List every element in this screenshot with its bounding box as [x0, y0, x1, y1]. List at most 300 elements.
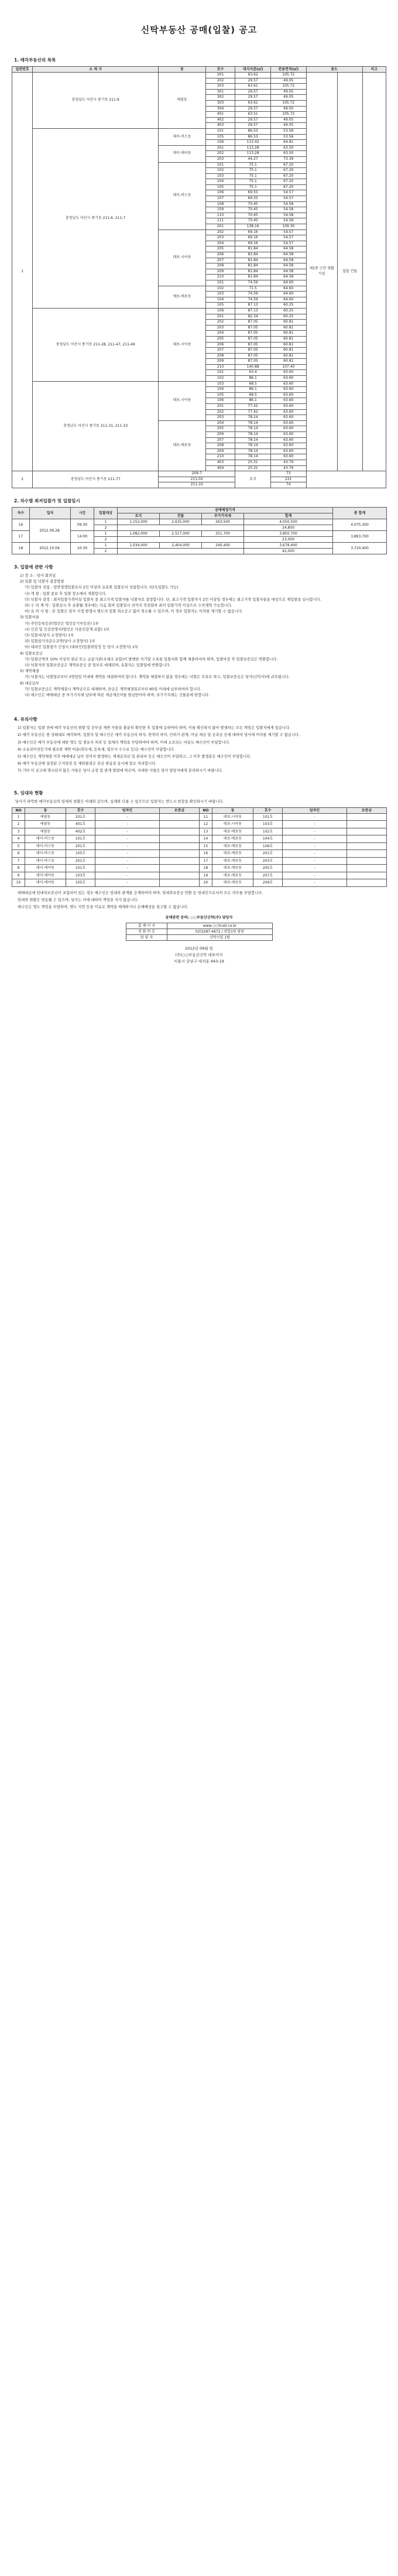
area-cell: 63.60: [270, 454, 306, 460]
lease-cell: -: [95, 865, 160, 872]
section-3-line: 가) 주민등록등본(법인은 법인등기부등본) 1부: [25, 621, 99, 626]
unit-cell: 104: [205, 387, 235, 393]
round-cell: 17: [12, 530, 30, 542]
lease-cell: 103호: [253, 821, 283, 828]
land-share-cell: 75.1: [235, 173, 271, 179]
land-share-cell: 75.1: [235, 179, 271, 185]
unit-cell: 101: [205, 280, 235, 286]
lease-row: [12, 828, 387, 835]
lease-cell: -: [95, 842, 160, 850]
contact-label-person: 담 당 자: [126, 935, 167, 941]
unit-cell: 101: [205, 162, 235, 168]
land-share-cell: 29.57: [235, 123, 271, 129]
land-share-cell: 81.84: [235, 252, 271, 258]
land-share-cell: 25.31: [235, 460, 271, 465]
section-3-line: 라) 수 의 계 약 : 입찰실시 후 유찰될 경우에는 다음 회차 입찰일시 전까지 직전회차 최저 입찰가격 이상으로 수의계약 가능합니다.: [25, 603, 232, 608]
section-3-line: 가) 입찰보증금은 계약체결시 계약금으로 대체하며, 잔금은 계약체결일로부터 60일 이내에 납부하여야 합니다.: [25, 687, 202, 691]
area-cell: 63.60: [270, 392, 306, 398]
unit-cell: 109: [205, 207, 235, 213]
area-cell: 64.58: [270, 269, 306, 275]
unit-cell: 103: [205, 381, 235, 387]
land-share-cell: 74.59: [235, 280, 271, 286]
section-5-intro: 당사가 파악한 매각부동산의 임대차 현황은 아래와 같으며, 실제와 다를 수 있으므로 입찰자는 반드시 현장을 확인하시기 바랍니다.: [15, 799, 224, 804]
area-cell: 60.81: [270, 348, 306, 354]
grand-total-cell: 3,893,700: [333, 530, 387, 542]
land-share-cell: 113.42: [235, 140, 271, 146]
lease-row: [12, 850, 387, 858]
header-sum: 합계: [244, 513, 333, 519]
land-share-cell: 69.16: [235, 235, 271, 241]
unit-cell: 303: [205, 100, 235, 106]
lease-cell: 데보-에포동: [212, 872, 253, 879]
land-share-cell: 86.53: [235, 128, 271, 134]
lease-cell: [160, 842, 200, 850]
lease-cell: [160, 857, 200, 865]
lease-cell: 13: [200, 828, 212, 835]
area-cell: 67.20: [270, 162, 306, 168]
area-cell: 63.60: [270, 370, 306, 376]
header-area: 전용면적(㎡): [270, 67, 306, 73]
lease-cell: 데보-에포동: [212, 857, 253, 865]
lease-cell: -: [95, 850, 160, 858]
header-dong: 동: [159, 67, 206, 73]
land-share-cell: 69.55: [235, 190, 271, 196]
lease-cell: -: [95, 813, 160, 821]
lease-cell: -: [95, 872, 160, 879]
lease-header: 호수: [66, 807, 95, 813]
unit-cell: 111: [205, 218, 235, 224]
land-share-cell: 87.13: [235, 303, 271, 309]
land-share-cell: 78.14: [235, 448, 271, 454]
contact-agency: 공매관련 문의: ○○부동산신탁(주) 담당자: [165, 916, 233, 920]
target-cell: 1: [94, 542, 118, 548]
area-cell: 109.30: [270, 224, 306, 230]
lease-cell: [160, 850, 200, 858]
section-3-line: 나) 인감 및 인감증명서(법인은 사용인감계 포함) 1부: [25, 627, 110, 632]
land-share-cell: 78.14: [235, 420, 271, 426]
lease-cell: -: [283, 879, 347, 887]
contact-label-phone: 전 화 번 호: [126, 929, 167, 935]
lease-cell: 102호: [253, 828, 283, 835]
section-3-line: 1) 장 소 : 당사 회의실: [20, 573, 56, 578]
lease-cell: 3: [12, 828, 25, 835]
unit-cell: 110: [205, 213, 235, 218]
dong-cell: 데이-에어동: [159, 145, 206, 162]
section-3-line: 마) 유 의 사 항 : 본 입찰은 당사 사정 발생시 별도의 입찰 취소공고 없이 취소될 수 있으며, 이 경우 입찰자는 이의를 제기할 수 없습니다.: [25, 609, 243, 614]
lease-cell: 2: [12, 821, 25, 828]
grand-total-cell: 4,075,300: [333, 519, 387, 530]
lease-header: 호수: [253, 807, 283, 813]
unit-cell: 105: [205, 392, 235, 398]
unit-cell: 403: [205, 123, 235, 129]
lease-cell: [160, 835, 200, 843]
unit-cell: 102: [205, 376, 235, 382]
target-cell: 1: [94, 519, 118, 525]
unit-cell: 101: [205, 370, 235, 376]
land-share-cell: 87.05: [235, 359, 271, 365]
section-3-line: 2) 입찰 및 낙찰자 결정방법: [20, 580, 64, 584]
vat-cell: 251,700: [202, 530, 244, 536]
date-cell: 2012.10.04.: [30, 542, 71, 554]
unit-cell: 203: [205, 415, 235, 421]
address-land: 충청남도 아산시 풍기동 211-77: [33, 471, 159, 488]
unit-cell: 402: [205, 117, 235, 123]
lease-cell: 18: [200, 865, 212, 872]
lease-cell: 5: [12, 842, 25, 850]
notice-item: 1) 입찰자는 입찰 전에 매각 부동산의 현황 및 공부상 제반 사항을 충분히 확인한 후 입찰에 응하여야 하며, 이를 확인하지 않아 발생하는 모든 책임은 입찰자에게 있습니다.: [18, 726, 291, 731]
area-cell: 67.20: [270, 173, 306, 179]
land-share-cell: 87.05: [235, 331, 271, 337]
section-3-line: 5) 계약체결: [20, 669, 39, 674]
unit-cell: 301: [205, 89, 235, 95]
contact-web-link[interactable]: www.○○trust.co.kr: [167, 923, 273, 929]
header-land: 토지: [118, 513, 160, 519]
section-3-line: 나) 낙찰자의 입찰보증금은 계약보증금 중 일부로 대체되며, 유찰자는 입찰일에 반환합니다.: [25, 663, 171, 667]
unit-cell: 104: [205, 297, 235, 303]
unit-cell: 104: [205, 179, 235, 185]
area-cell: 63.60: [270, 448, 306, 454]
lease-cell: [160, 872, 200, 879]
area-cell: 64.81: [270, 140, 306, 146]
land-share-cell: 113.28: [235, 151, 271, 157]
schedule-body: [12, 519, 387, 554]
lease-cell: 데보-에포동: [212, 879, 253, 887]
land-share-cell: 81.84: [235, 246, 271, 252]
section-3-line: 가) 입찰금액의 10% 이상의 현금 또는 금융기관(우체국 포함)이 발행한 자기앞 수표를 입찰서와 함께 제출하셔야 하며, 입찰마감 후 입찰보증금은 반환합니다.: [25, 657, 278, 662]
section-3-body: [15, 573, 383, 698]
lease-cell: 209호: [253, 879, 283, 887]
land-share-cell: 63.51: [235, 112, 271, 118]
dong-cell: 데이-비스동: [159, 128, 206, 145]
lease-cell: [160, 879, 200, 887]
lease-cell: 데이-에어동: [25, 872, 66, 879]
header-date: 일자: [30, 507, 71, 519]
building-price-cell: 2,404,000: [160, 542, 202, 548]
area-cell: 64.58: [270, 252, 306, 258]
property-list-body: [12, 73, 386, 471]
lease-cell: 에필동: [25, 828, 66, 835]
unit-cell: 209: [205, 448, 235, 454]
land-share-cell: 75.1: [235, 168, 271, 174]
land-price-cell: 1,034,000: [118, 542, 160, 548]
area-cell: 67.20: [270, 168, 306, 174]
area-cell: 43.79: [270, 465, 306, 471]
unit-cell: 203: [205, 84, 235, 90]
area-cell: 60.81: [270, 342, 306, 348]
unit-cell: 202: [205, 409, 235, 415]
lease-cell: 17: [200, 857, 212, 865]
area-cell: 105.72: [270, 100, 306, 106]
land-share-cell: 87.05: [235, 353, 271, 359]
sum-cell: 24,800: [244, 525, 333, 530]
header-address: 소 재 지: [33, 67, 159, 73]
section-3-line: 4) 입찰보증금: [20, 651, 43, 656]
unit-cell: 105: [205, 303, 235, 309]
target-cell: 2: [94, 536, 118, 542]
unit-cell: 203: [205, 156, 235, 162]
schedule-table: [12, 507, 387, 554]
contact-table: [126, 923, 273, 941]
area-cell: 63.60: [270, 398, 306, 404]
serial-no-2: 2: [12, 471, 33, 488]
lease-cell: 11: [200, 813, 212, 821]
land-share-cell: 29.57: [235, 89, 271, 95]
land-share-cell: 113.28: [235, 145, 271, 151]
area-cell: 64.58: [270, 275, 306, 280]
lease-cell: [160, 828, 200, 835]
lease-cell: 201호: [66, 842, 95, 850]
lease-row: [12, 857, 387, 865]
lease-cell: [347, 879, 387, 887]
lease-header: 동: [25, 807, 66, 813]
lease-note: 임대차 현황은 변동될 수 있으며, 당사는 이에 대하여 책임을 지지 않습니다.: [18, 898, 139, 903]
date-cell: 2012.09.28.: [30, 519, 71, 542]
area-cell: 63.60: [270, 409, 306, 415]
notice-item: 3) 매수인은 매각 부동산에 대한 명도 및 점유자 처리 등 일체의 책임을 부담하여야 하며, 이에 소요되는 비용도 매수인이 부담합니다.: [18, 740, 230, 745]
land-share-cell: 140.88: [235, 364, 271, 370]
page: [12, 0, 386, 965]
lease-cell: [347, 828, 387, 835]
lease-cell: -: [95, 821, 160, 828]
lease-cell: -: [95, 828, 160, 835]
lease-row: [12, 865, 387, 872]
lease-cell: [347, 835, 387, 843]
area-cell: 54.57: [270, 229, 306, 235]
target-cell: 1: [94, 530, 118, 536]
lease-cell: [160, 865, 200, 872]
lease-cell: 12: [200, 821, 212, 828]
unit-cell: 204: [205, 331, 235, 337]
lease-cell: -: [95, 879, 160, 887]
section-3-line: 라) 입찰참가자준수규약(당사 소정양식) 1부: [25, 639, 95, 644]
area-cell: 64.60: [270, 286, 306, 292]
lease-cell: 201호: [253, 850, 283, 858]
unit-cell: 105: [205, 184, 235, 190]
area-cell: 60.25: [270, 314, 306, 320]
section-3-line: 다) 입찰서(당사 소정양식) 1부: [25, 633, 74, 638]
unit-cell: 105: [205, 134, 235, 140]
dong-cell: 데보-시아동: [159, 229, 206, 286]
area-cell: 64.58: [270, 263, 306, 269]
unit-cell: 208: [205, 443, 235, 449]
header-unit: 호수: [205, 67, 235, 73]
lease-cell: -: [283, 835, 347, 843]
lease-cell: 16: [200, 850, 212, 858]
area-cell: 60.81: [270, 320, 306, 326]
land-share-cell: 81.84: [235, 275, 271, 280]
unit-cell: 202: [205, 320, 235, 326]
unit-cell: 404: [205, 465, 235, 471]
area-cell: 54.57: [270, 241, 306, 246]
round-cell: 18: [12, 542, 30, 554]
lease-row: [12, 835, 387, 843]
unit-cell: 304: [205, 106, 235, 112]
area-cell: 64.58: [270, 258, 306, 263]
unit-cell: 210: [205, 364, 235, 370]
address-cell: 충청남도 아산시 풍기동 211-28, 211-47, 211-49: [33, 308, 159, 381]
unit-cell: 106: [205, 190, 235, 196]
lease-cell: 201호: [66, 813, 95, 821]
sum-cell: 23,000: [244, 536, 333, 542]
area-cell: 73.39: [270, 156, 306, 162]
lease-cell: [347, 821, 387, 828]
lease-cell: 201호: [66, 857, 95, 865]
area-cell: 60.81: [270, 353, 306, 359]
sum-cell: 3,678,400: [244, 542, 333, 548]
section-1-heading: 1. 매각부동산의 목록: [14, 57, 56, 63]
unit-cell: 102: [205, 286, 235, 292]
lease-cell: -: [283, 872, 347, 879]
lease-header: 임차인: [283, 807, 347, 813]
section-3-line: 가) 입찰의 성립 : 일반경쟁입찰로서 2인 이상의 유효한 입찰로서 성립합니다. (단독입찰도 가능): [25, 585, 179, 590]
building-price-cell: 2,517,000: [160, 530, 202, 536]
land-share-cell: 77.42: [235, 409, 271, 415]
land-share-cell: 87.05: [235, 336, 271, 342]
lease-cell: 4: [12, 835, 25, 843]
area-cell: 53.56: [270, 128, 306, 134]
lease-cell: 105호: [66, 850, 95, 858]
lease-cell: 7: [12, 857, 25, 865]
section-3-line: 가) 낙찰자는 낙찰일로부터 3영업일 이내에 계약을 체결하여야 합니다. 계약을 체결하지 않을 경우에는 낙찰은 무효로 하고, 입찰보증금은 당사(신탁사)에 귀속됩니다.: [25, 675, 290, 680]
contact-label-web: 홈 페 이 지: [126, 923, 167, 929]
serial-no-1: 1: [12, 73, 33, 471]
lease-table: [12, 807, 387, 887]
lease-cell: 데이-바스동: [25, 850, 66, 858]
area-cell: 63.60: [270, 420, 306, 426]
property-list-table: [12, 66, 386, 471]
grand-total-cell: 3,720,400: [333, 542, 387, 554]
lease-cell: 데이-바스동: [25, 857, 66, 865]
area-cell: 54.57: [270, 196, 306, 202]
land-share-cell: 63.61: [235, 84, 271, 90]
unit-cell: 203: [205, 325, 235, 331]
lease-row: [12, 879, 387, 887]
dong-cell: 에필동: [159, 73, 206, 129]
land-share-cell: 68.5: [235, 392, 271, 398]
area-cell: 63.50: [270, 151, 306, 157]
lease-cell: [347, 865, 387, 872]
area-cell: 105.72: [270, 84, 306, 90]
header-building: 건물: [160, 513, 202, 519]
land-share-cell: 86.53: [235, 134, 271, 140]
land-share-cell: 87.13: [235, 308, 271, 314]
target-cell: 2: [94, 525, 118, 530]
land-share-cell: 63.62: [235, 73, 271, 78]
land-share-cell: 71.5: [235, 286, 271, 292]
schedule-row: [12, 542, 387, 548]
area-cell: 64.60: [270, 280, 306, 286]
area-cell: 60.81: [270, 325, 306, 331]
unit-cell: 102: [205, 168, 235, 174]
lease-cell: 데보-에포동: [212, 835, 253, 843]
lease-cell: -: [95, 857, 160, 865]
unit-cell: 206: [205, 342, 235, 348]
area-cell: 54.58: [270, 201, 306, 207]
lease-cell: 101호: [66, 835, 95, 843]
unit-cell: 107: [205, 196, 235, 202]
area-cell: 49.05: [270, 123, 306, 129]
unit-cell: 210: [205, 454, 235, 460]
section-3-line: 6) 대금납부: [20, 681, 39, 686]
lot-2-area: 221: [270, 477, 306, 482]
notice-item: 4) 소유권이전등기에 필요한 제반 비용(취득세, 등록세, 법무사 수수료 등)은 매수인이 부담합니다.: [18, 747, 175, 752]
header-target: 입찰대상: [94, 507, 118, 519]
unit-cell: 201: [205, 224, 235, 230]
lease-cell: -: [283, 821, 347, 828]
area-cell: 64.58: [270, 246, 306, 252]
section-5-heading: 5. 임대차 현황: [14, 790, 43, 796]
area-cell: 63.60: [270, 415, 306, 421]
header-use: 용도: [306, 67, 362, 73]
unit-cell: 203: [205, 235, 235, 241]
unit-cell: 205: [205, 426, 235, 432]
section-3-heading: 3. 입찰에 관한 사항: [14, 564, 53, 570]
property-list-table-2: [12, 471, 386, 488]
land-share-cell: 44.27: [235, 156, 271, 162]
land-price-cell: 1,152,000: [118, 519, 160, 525]
area-cell: 49.05: [270, 95, 306, 101]
area-cell: 107.40: [270, 364, 306, 370]
unit-cell: 201: [205, 145, 235, 151]
land-share-cell: 86.1: [235, 376, 271, 382]
lease-cell: [347, 850, 387, 858]
lease-cell: -: [283, 842, 347, 850]
lease-cell: 9: [12, 872, 25, 879]
building-price-cell: 2,635,000: [160, 519, 202, 525]
area-cell: 64.60: [270, 292, 306, 297]
lease-cell: [347, 813, 387, 821]
area-cell: 60.81: [270, 331, 306, 337]
section-5-notes: [15, 890, 383, 911]
area-cell: 63.60: [270, 387, 306, 393]
lease-row: [12, 842, 387, 850]
land-share-cell: 63.61: [235, 100, 271, 106]
land-share-cell: 29.57: [235, 106, 271, 112]
land-share-cell: 77.42: [235, 404, 271, 410]
area-cell: 64.60: [270, 297, 306, 303]
address-cell: 충청남도 아산시 풍기동 211-31, 211-33: [33, 381, 159, 471]
area-cell: 63.50: [270, 145, 306, 151]
unit-cell: 210: [205, 275, 235, 280]
lease-row: [12, 872, 387, 879]
land-share-cell: 138.16: [235, 224, 271, 230]
lease-cell: 101호: [66, 865, 95, 872]
lease-cell: -: [283, 828, 347, 835]
area-cell: 43.79: [270, 460, 306, 465]
area-cell: 49.05: [270, 89, 306, 95]
land-share-cell: 74.59: [235, 297, 271, 303]
sum-cell: 4,050,500: [244, 519, 333, 525]
lease-cell: 103호: [66, 872, 95, 879]
area-cell: 54.58: [270, 218, 306, 224]
address-cell: 충청남도 아산시 풍기동 211-9: [33, 73, 159, 129]
area-cell: 53.56: [270, 134, 306, 140]
area-cell: 54.57: [270, 235, 306, 241]
unit-cell: 209: [205, 359, 235, 365]
area-cell: 105.72: [270, 73, 306, 78]
lease-cell: -: [283, 813, 347, 821]
unit-cell: 202: [205, 229, 235, 235]
section-3-line: 나) 개 찰 : 입찰 종료 후 입찰 장소에서 개찰합니다.: [25, 591, 107, 596]
page-title: 신탁부동산 공매(입찰) 공고: [140, 25, 258, 35]
lease-cell: [160, 821, 200, 828]
lease-cell: 20: [200, 879, 212, 887]
lease-header: NO: [12, 807, 25, 813]
sum-cell: 3,850,700: [244, 530, 333, 536]
lease-cell: 6: [12, 850, 25, 858]
area-cell: 49.05: [270, 117, 306, 123]
land-share-cell: 70.45: [235, 213, 271, 218]
